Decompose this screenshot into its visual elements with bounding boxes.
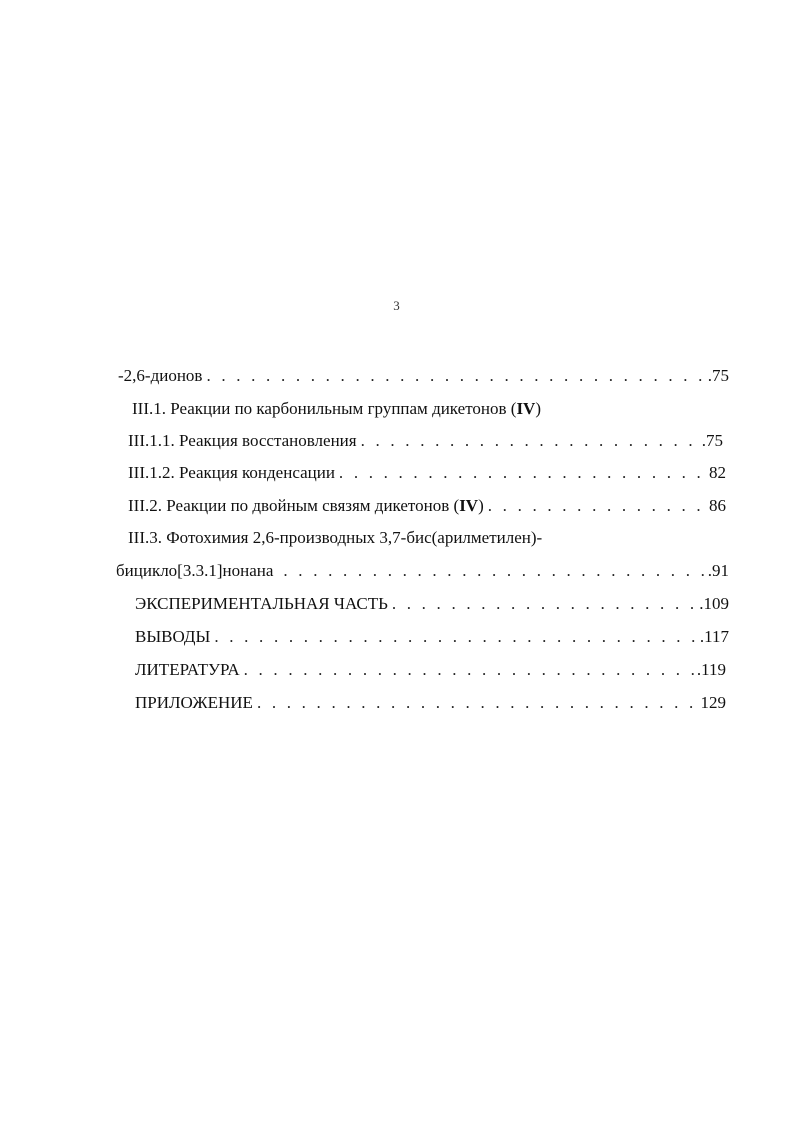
toc-entry-page: 82 xyxy=(709,463,726,482)
toc-entry-label: ЛИТЕРАТУРА xyxy=(135,660,240,679)
table-of-contents xyxy=(0,360,793,740)
toc-entry-page: 86 xyxy=(709,496,726,515)
dot-leader xyxy=(339,461,707,485)
toc-entry-double-bonds[interactable] xyxy=(128,494,726,518)
toc-entry-label: III.3. Фотохимия 2,6-производных 3,7-бис(арилметилен)- xyxy=(128,528,543,547)
toc-entry-label: -2,6-дионов xyxy=(118,366,203,385)
dot-leader xyxy=(244,658,695,682)
toc-entry-label: ПРИЛОЖЕНИЕ xyxy=(135,693,253,712)
dot-leader xyxy=(214,625,698,649)
dot-leader xyxy=(257,691,699,715)
dot-leader xyxy=(392,592,697,616)
dot-leader xyxy=(206,364,705,388)
dot-leader xyxy=(488,494,707,518)
toc-entry-photochemistry[interactable] xyxy=(128,526,542,550)
toc-entry-label: III.1.2. Реакция конденсации xyxy=(128,463,335,482)
toc-entry-reduction[interactable] xyxy=(128,429,723,453)
toc-entry-carbonyl-reactions[interactable] xyxy=(132,397,541,421)
page-number: 3 xyxy=(393,298,400,313)
compound-number: IV xyxy=(459,496,479,515)
toc-entry-label: бицикло[3.3.1]нонана xyxy=(116,561,274,580)
toc-entry-page: .91 xyxy=(707,561,729,580)
compound-number: IV xyxy=(516,399,536,418)
toc-entry-page: .75 xyxy=(701,431,723,450)
toc-entry-condensation[interactable] xyxy=(128,461,726,485)
toc-entry-page: .75 xyxy=(707,366,729,385)
toc-entry-label: ВЫВОДЫ xyxy=(135,627,211,646)
toc-entry-literature[interactable] xyxy=(135,658,726,682)
toc-entry-bicyclononane[interactable] xyxy=(116,559,729,583)
toc-entry-label: III.1.1. Реакция восстановления xyxy=(128,431,357,450)
toc-entry-label: III.2. Реакции по двойным связям дикетонов (IV) xyxy=(128,496,484,515)
toc-entry-page: .119 xyxy=(696,660,726,679)
toc-entry-page: .117 xyxy=(699,627,729,646)
toc-entry-label: ЭКСПЕРИМЕНТАЛЬНАЯ ЧАСТЬ xyxy=(135,594,388,613)
toc-entry-page: .109 xyxy=(699,594,729,613)
toc-entry-experimental[interactable] xyxy=(135,592,729,616)
dot-leader xyxy=(283,559,705,583)
toc-entry-page: 129 xyxy=(700,693,726,712)
toc-entry-appendix[interactable] xyxy=(135,691,726,715)
toc-entry-dionov[interactable] xyxy=(118,364,729,388)
toc-entry-label: III.1. Реакции по карбонильным группам дикетонов (IV) xyxy=(132,399,542,418)
dot-leader xyxy=(361,429,700,453)
toc-entry-conclusions[interactable] xyxy=(135,625,729,649)
